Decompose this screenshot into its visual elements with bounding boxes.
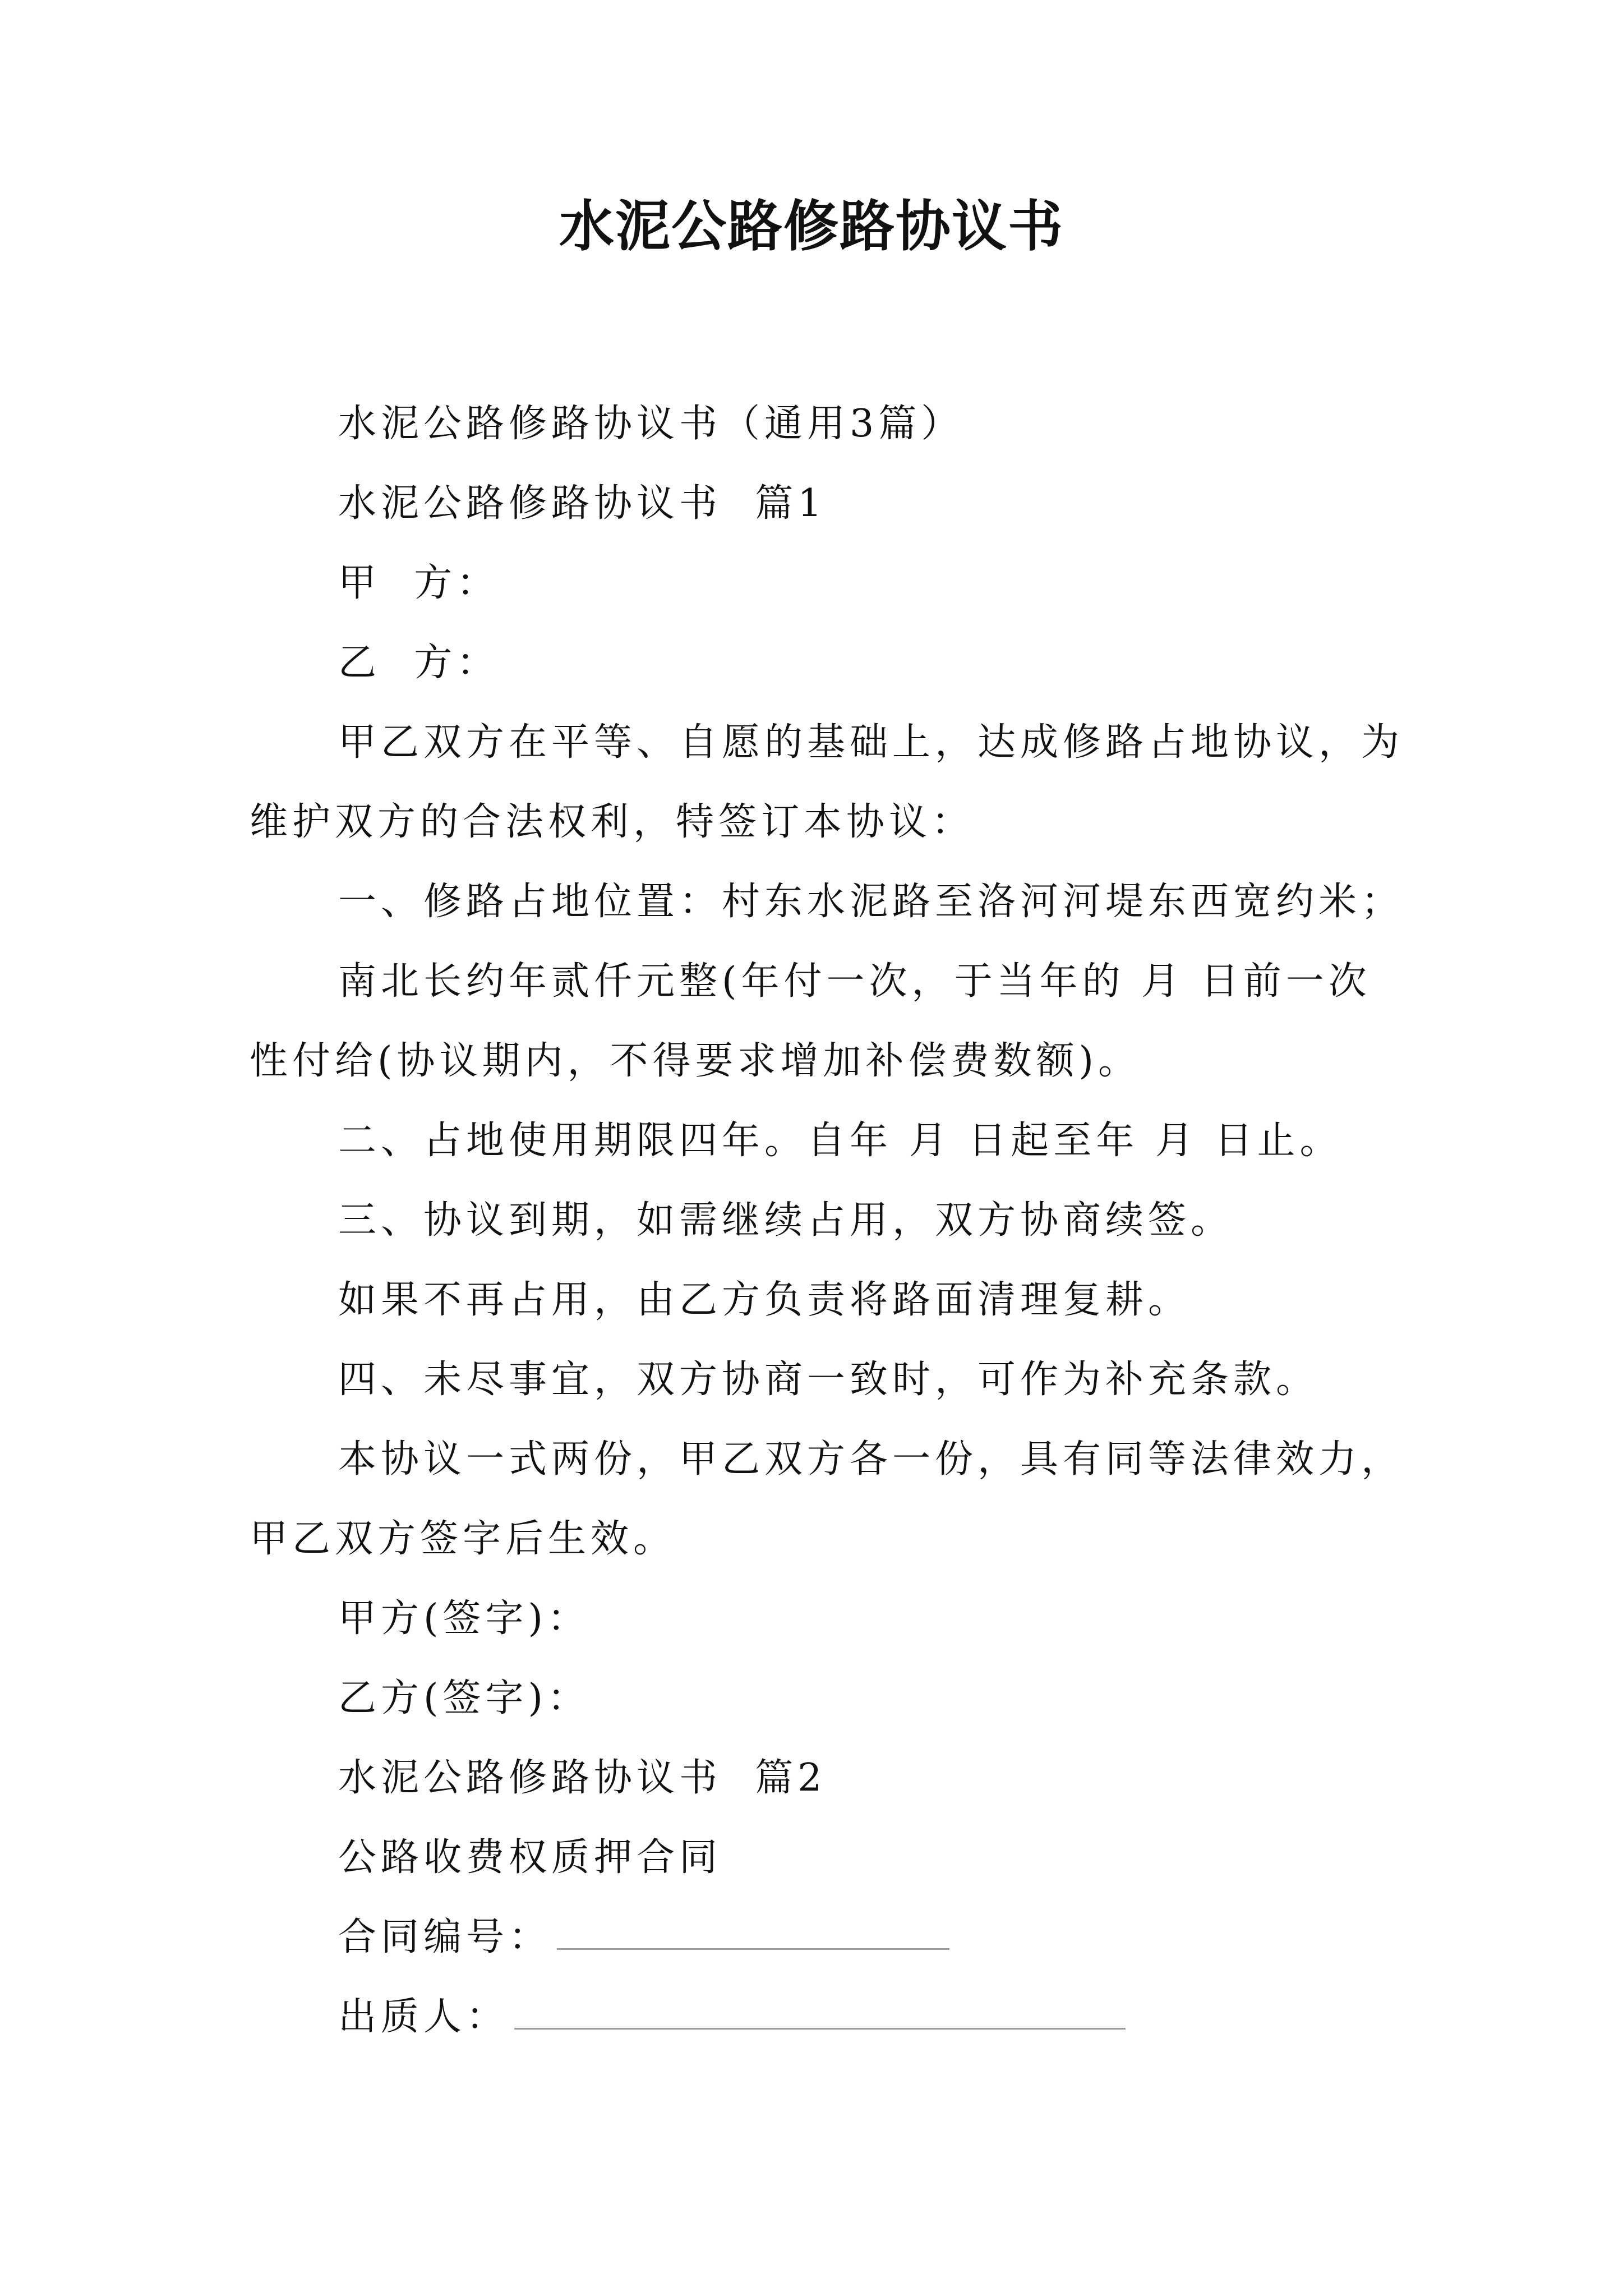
clause-4-paragraph: 四、未尽事宜，双方协商一致时，可作为补充条款。: [338, 1358, 1319, 1402]
heading-part1: 水泥公路修路协议书 篇1: [338, 481, 827, 526]
copies-paragraph: 本协议一式两份，甲乙双方各一份，具有同等法律效力，甲乙双方签字后生效。: [250, 1437, 1404, 1561]
clause-3-paragraph: 三、协议到期，如需继续占用，双方协商续签。: [338, 1198, 1234, 1243]
document-title: 水泥公路修路协议书: [559, 194, 1064, 259]
pledgor-label: 出质人：: [338, 1995, 509, 2039]
contract-number-label: 合同编号：: [338, 1915, 552, 1959]
contract-name-line: 公路收费权质押合同: [338, 1835, 722, 1880]
pledgor-blank: [514, 1994, 1126, 2030]
party-b-line: 乙 方：: [338, 641, 500, 685]
pledgor-line: [250, 1977, 1410, 2057]
document-body: [250, 384, 1410, 2057]
clause-2-paragraph: 二、占地使用期限四年。自年 月 日起至年 月 日止。: [338, 1119, 1343, 1163]
contract-number-line: [250, 1898, 1410, 1977]
sign-b-line: 乙方(签字)：: [338, 1676, 591, 1720]
heading-part2: 水泥公路修路协议书 篇2: [338, 1756, 827, 1800]
clause-1-length-paragraph: 南北长约年贰仟元整(年付一次，于当年的 月 日前一次性付给(协议期内，不得要求增加补偿费数额)。: [250, 959, 1371, 1083]
heading-collection: 水泥公路修路协议书（通用3篇）: [338, 402, 964, 446]
party-a-line: 甲 方：: [338, 561, 500, 605]
clause-1-paragraph: 一、修路占地位置：村东水泥路至洛河河堤东西宽约米；: [338, 880, 1404, 924]
sign-a-line: 甲方(签字)：: [338, 1596, 591, 1641]
contract-number-blank: [557, 1915, 949, 1950]
clause-3b-paragraph: 如果不再占用，由乙方负责将路面清理复耕。: [338, 1278, 1191, 1322]
intro-paragraph: 甲乙双方在平等、自愿的基础上，达成修路占地协议，为维护双方的合法权利，特签订本协议：: [250, 720, 1404, 844]
